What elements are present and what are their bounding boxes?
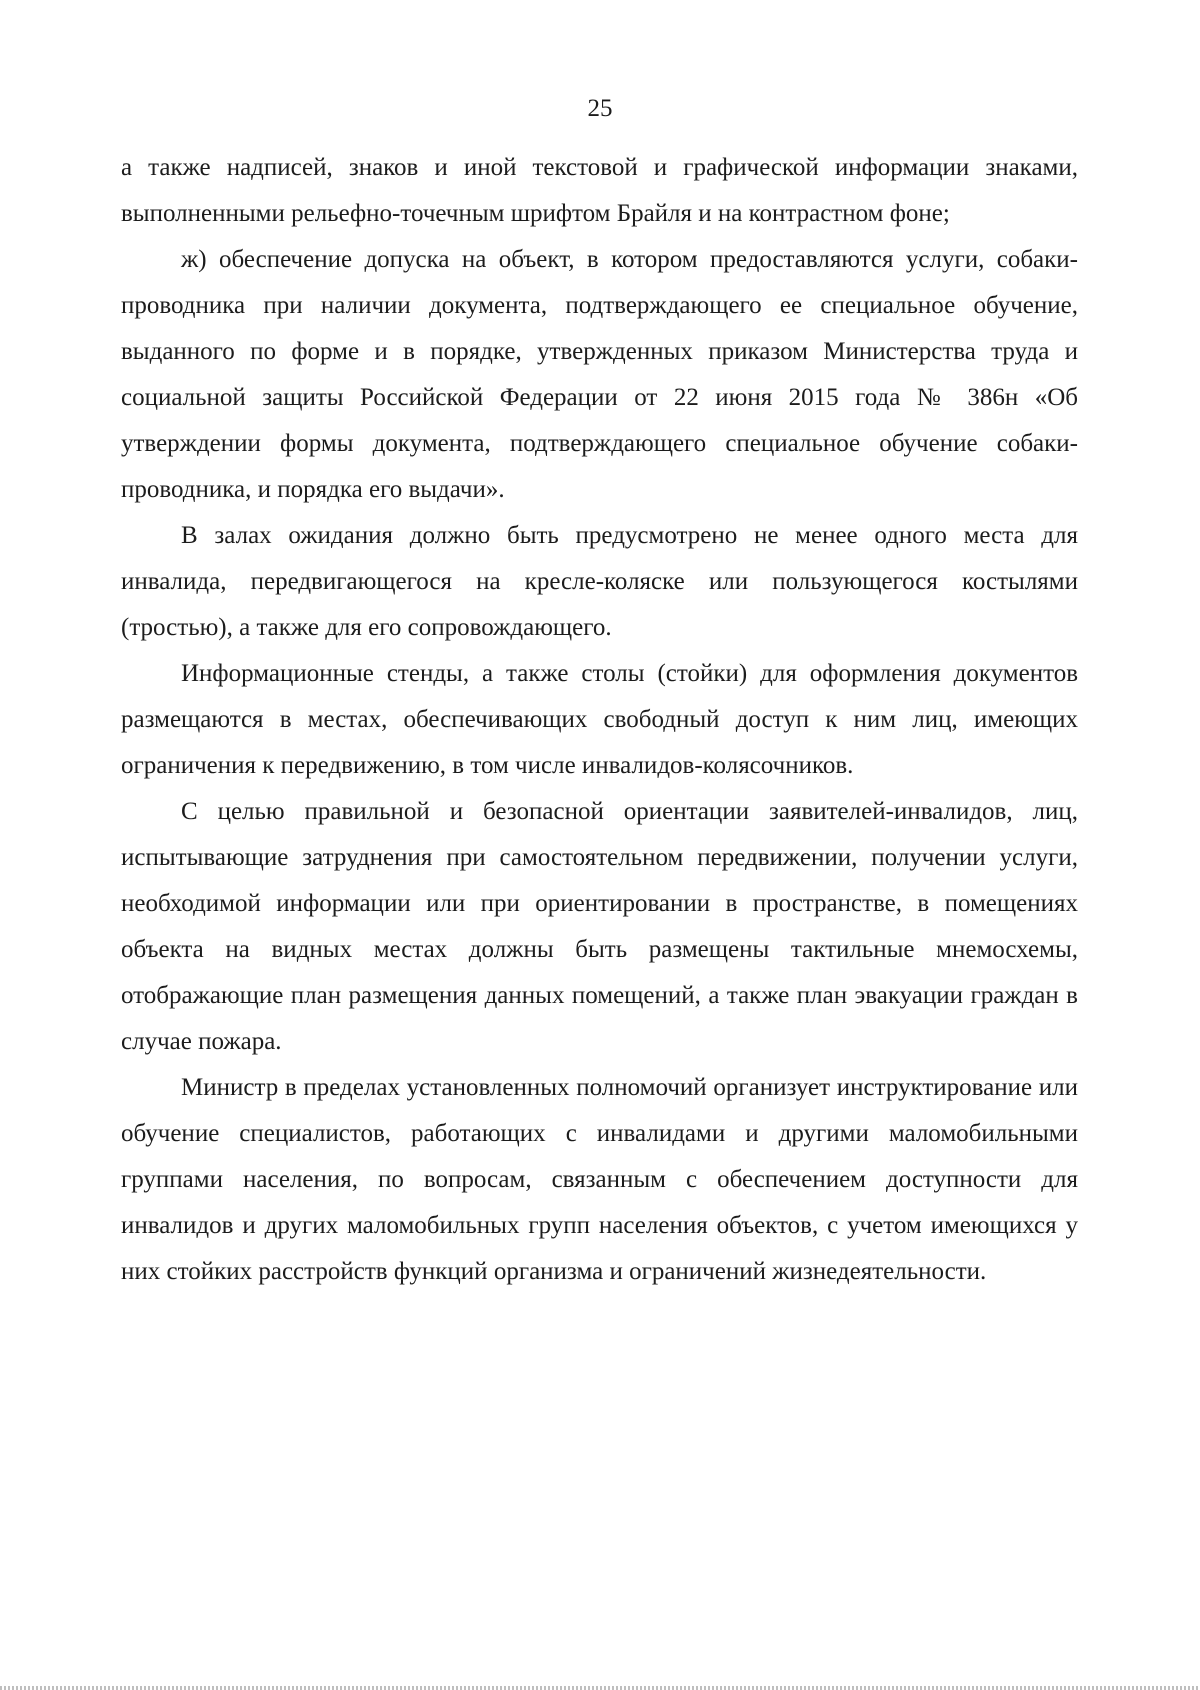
document-body — [121, 145, 1078, 1295]
paragraph-waiting-room-seating: В залах ожидания должно быть предусмотрено не менее одного места для инвалида, передвигающегося на кресле-коляске или пользующегося костылями (тростью), а также для его сопровождающего. — [121, 522, 1078, 641]
page-number: 25 — [587, 95, 613, 122]
paragraph-information-stands: Информационные стенды, а также столы (стойки) для оформления документов размещаются в местах, обеспечивающих свободный доступ к ним лиц, имеющих ограничения к передвижению, в том числе инвалидов-колясочников. — [121, 660, 1078, 779]
paragraph-braille-signage: а также надписей, знаков и иной текстовой и графической информации знаками, выполненными рельефно-точечным шрифтом Брайля и на контрастном фоне; — [121, 154, 1078, 227]
scan-edge-line — [0, 1686, 1200, 1690]
paragraph-tactile-diagrams: С целью правильной и безопасной ориентации заявителей-инвалидов, лиц, испытывающие затруднения при самостоятельном передвижении, получении услуги, необходимой информации или при ориентировании в пространстве, в помещениях объекта на видных местах должны быть размещены тактильные мнемосхемы, отображающие план размещения данных помещений, а также план эвакуации граждан в случае пожара. — [121, 798, 1078, 1055]
paragraph-staff-training: Министр в пределах установленных полномочий организует инструктирование или обучение специалистов, работающих с инвалидами и другими маломобильными группами населения, по вопросам, связанным с обеспечением доступности для инвалидов и других маломобильных групп населения объектов, с учетом имеющихся у них стойких расстройств функций организма и ограничений жизнедеятельности. — [121, 1074, 1078, 1285]
paragraph-guide-dog-access: ж) обеспечение допуска на объект, в котором предоставляются услуги, собаки-проводника при наличии документа, подтверждающего ее специальное обучение, выданного по форме и в порядке, утвержденных приказом Министерства труда и социальной защиты Российской Федерации от 22 июня 2015 года № 386н «Об утверждении формы документа, подтверждающего специальное обучение собаки-проводника, и порядка его выдачи». — [121, 246, 1078, 503]
